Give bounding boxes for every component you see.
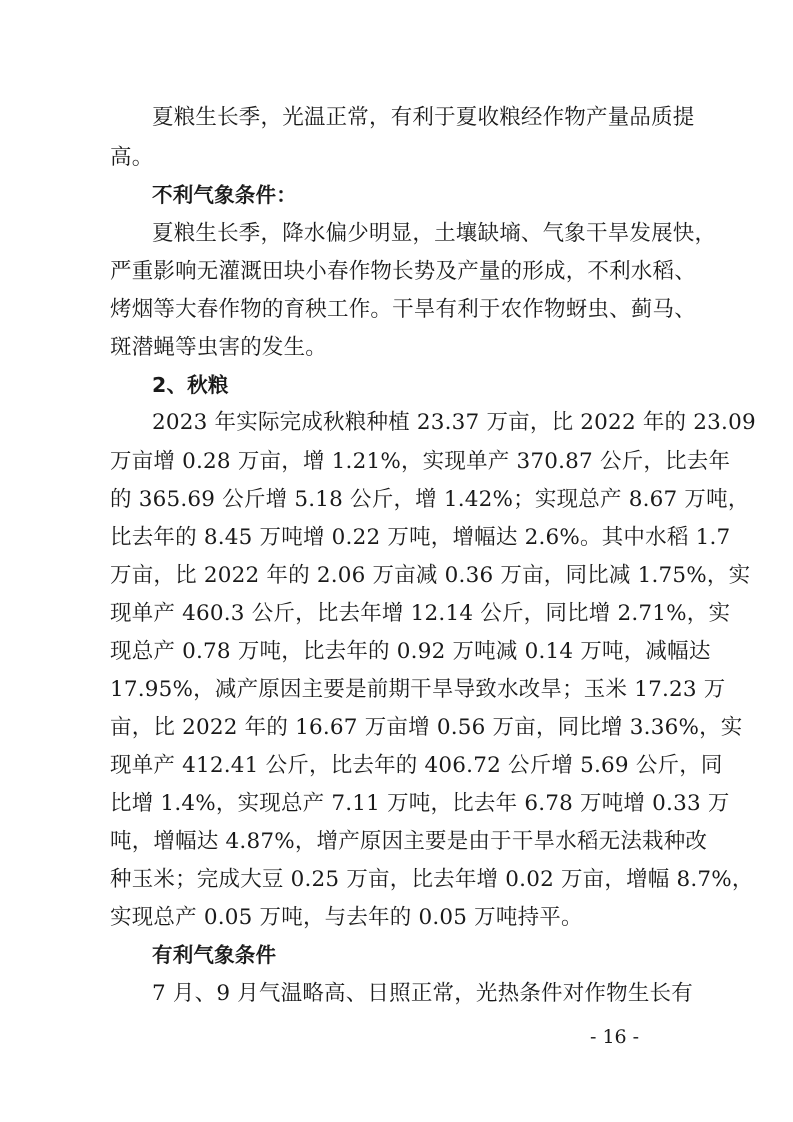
paragraph-line: 烤烟等大春作物的育秧工作。干旱有利于农作物蚜虫、蓟马、 <box>110 297 696 322</box>
paragraph-line: 实现总产 0.05 万吨，与去年的 0.05 万吨持平。 <box>110 905 583 930</box>
paragraph-line: 7 月、9 月气温略高、日照正常，光热条件对作物生长有 <box>152 981 693 1006</box>
paragraph-line: 高。 <box>110 145 154 170</box>
paragraph-line: 2023 年实际完成秋粮种植 23.37 万亩，比 2022 年的 23.09 <box>152 410 756 435</box>
paragraph-line: 斑潜蝇等虫害的发生。 <box>110 335 328 360</box>
paragraph-line: 万亩，比 2022 年的 2.06 万亩减 0.36 万亩，同比减 1.75%，实 <box>110 563 751 588</box>
paragraph-line: 的 365.69 公斤增 5.18 公斤，增 1.42%；实现总产 8.67 万吨， <box>110 487 750 512</box>
paragraph-line: 万亩增 0.28 万亩，增 1.21%，实现单产 370.87 公斤，比去年 <box>110 449 731 474</box>
page-number: - 16 - <box>590 1026 640 1048</box>
paragraph-line: 比去年的 8.45 万吨增 0.22 万吨，增幅达 2.6%。其中水稻 1.7 <box>110 525 731 550</box>
paragraph-line: 现总产 0.78 万吨，比去年的 0.92 万吨减 0.14 万吨，减幅达 <box>110 639 711 664</box>
paragraph-line: 严重影响无灌溉田块小春作物长势及产量的形成，不利水稻、 <box>110 259 696 284</box>
paragraph-line: 现单产 460.3 公斤，比去年增 12.14 公斤，同比增 2.71%，实 <box>110 601 731 626</box>
paragraph-line: 吨，增幅达 4.87%，增产原因主要是由于干旱水稻无法栽种改 <box>110 829 708 854</box>
paragraph-line: 夏粮生长季，降水偏少明显，土壤缺墒、气象干旱发展快， <box>152 221 717 246</box>
paragraph-line: 17.95%，减产原因主要是前期干旱导致水改旱；玉米 17.23 万 <box>110 677 726 702</box>
paragraph-line: 种玉米；完成大豆 0.25 万亩，比去年增 0.02 万亩，增幅 8.7%， <box>110 867 754 892</box>
section-heading: 不利气象条件： <box>152 183 297 207</box>
section-heading: 2、秋粮 <box>152 373 229 397</box>
paragraph-line: 现单产 412.41 公斤，比去年的 406.72 公斤增 5.69 公斤，同 <box>110 753 723 778</box>
section-heading: 有利气象条件 <box>152 943 277 967</box>
paragraph-line: 亩，比 2022 年的 16.67 万亩增 0.56 万亩，同比增 3.36%，实 <box>110 715 743 740</box>
paragraph-line: 比增 1.4%，实现总产 7.11 万吨，比去年 6.78 万吨增 0.33 万 <box>110 791 730 816</box>
paragraph-line: 夏粮生长季，光温正常，有利于夏收粮经作物产量品质提 <box>152 105 695 130</box>
